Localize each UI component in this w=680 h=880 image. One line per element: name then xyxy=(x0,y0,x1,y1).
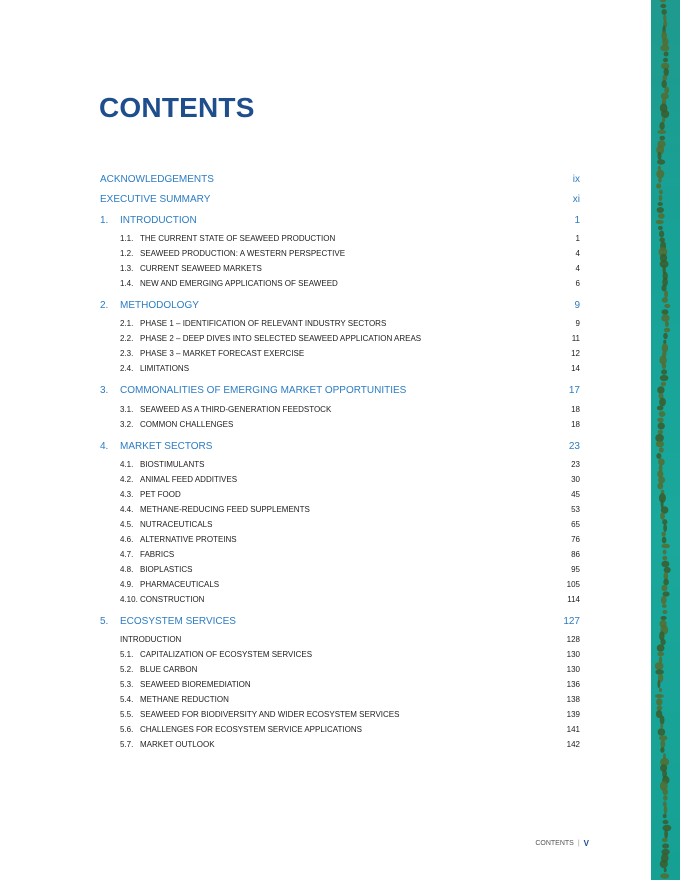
toc-entry-number: 5.5. xyxy=(120,710,134,719)
toc-entry-page: 141 xyxy=(566,725,580,734)
toc-entry-main[interactable] xyxy=(100,616,580,627)
toc-entry-page: 142 xyxy=(566,740,580,749)
toc-entry-number: 1.2. xyxy=(120,249,134,258)
toc-entry-main[interactable] xyxy=(100,300,580,311)
toc-entry-page: 130 xyxy=(566,665,580,674)
toc-entry-number: 4.4. xyxy=(120,505,134,514)
toc-entry-number: 5. xyxy=(100,616,109,627)
toc-entry-sub[interactable] xyxy=(100,249,580,258)
toc-entry-sub[interactable] xyxy=(100,405,580,414)
toc-entry-page: 9 xyxy=(575,319,580,328)
toc-entry-number: 1.1. xyxy=(120,234,134,243)
toc-entry-page: 139 xyxy=(566,710,580,719)
footer-section-label: CONTENTS xyxy=(535,840,574,847)
toc-entry-label: MARKET OUTLOOK xyxy=(140,740,215,749)
toc-entry-sub[interactable] xyxy=(100,475,580,484)
toc-entry-label: COMMON CHALLENGES xyxy=(140,420,234,429)
toc-entry-label: PHARMACEUTICALS xyxy=(140,580,220,589)
toc-entry-number: 4.9. xyxy=(120,580,134,589)
toc-entry-sub[interactable] xyxy=(100,695,580,704)
toc-entry-label: COMMONALITIES OF EMERGING MARKET OPPORTUNITIES xyxy=(120,385,407,396)
toc-entry-sub[interactable] xyxy=(100,319,580,328)
toc-entry-label: PHASE 2 – DEEP DIVES INTO SELECTED SEAWEED APPLICATION AREAS xyxy=(140,334,422,343)
toc-entry-label: SEAWEED AS A THIRD-GENERATION FEEDSTOCK xyxy=(140,405,332,414)
toc-entry-sub[interactable] xyxy=(100,565,580,574)
toc-entry-sub[interactable] xyxy=(100,234,580,243)
toc-entry-page: 1 xyxy=(574,215,580,226)
toc-entry-main[interactable] xyxy=(100,441,580,452)
toc-entry-page: 128 xyxy=(566,635,580,644)
page-footer xyxy=(535,839,589,848)
toc-entry-label: CAPITALIZATION OF ECOSYSTEM SERVICES xyxy=(140,650,313,659)
toc-entry-number: 5.6. xyxy=(120,725,134,734)
toc-entry-label: ALTERNATIVE PROTEINS xyxy=(140,535,237,544)
toc-entry-label: THE CURRENT STATE OF SEAWEED PRODUCTION xyxy=(140,234,336,243)
toc-entry-top[interactable] xyxy=(100,174,580,185)
toc-entry-number: 1.4. xyxy=(120,279,134,288)
toc-entry-page: 23 xyxy=(571,460,580,469)
toc-entry-main[interactable] xyxy=(100,385,580,396)
toc-entry-page: 1 xyxy=(575,234,580,243)
toc-entry-number: 3.2. xyxy=(120,420,134,429)
toc-entry-page: 95 xyxy=(571,565,580,574)
toc-entry-label: BLUE CARBON xyxy=(140,665,198,674)
toc-entry-number: 1.3. xyxy=(120,264,134,273)
toc-entry-page: 105 xyxy=(566,580,580,589)
toc-entry-number: 5.4. xyxy=(120,695,134,704)
toc-entry-label: NEW AND EMERGING APPLICATIONS OF SEAWEED xyxy=(140,279,338,288)
toc-entry-sub[interactable] xyxy=(100,710,580,719)
toc-entry-page: 9 xyxy=(574,300,580,311)
toc-entry-number: 1. xyxy=(100,215,109,226)
toc-entry-label: METHANE REDUCTION xyxy=(140,695,229,704)
toc-entry-number: 4.8. xyxy=(120,565,134,574)
toc-entry-page: 76 xyxy=(571,535,580,544)
toc-entry-page: xi xyxy=(572,194,580,205)
toc-entry-number: 4.7. xyxy=(120,550,134,559)
toc-entry-sub[interactable] xyxy=(100,520,580,529)
toc-entry-label: BIOPLASTICS xyxy=(140,565,193,574)
toc-entry-page: 65 xyxy=(571,520,580,529)
toc-entry-label: PET FOOD xyxy=(140,490,181,499)
toc-entry-sub[interactable] xyxy=(100,460,580,469)
toc-entry-sub[interactable] xyxy=(100,535,580,544)
footer-separator: | xyxy=(577,840,580,847)
page-title: CONTENTS xyxy=(99,92,255,123)
decorative-seaweed-strip xyxy=(651,0,680,880)
toc-entry-page: 6 xyxy=(575,279,580,288)
toc-entry-page: ix xyxy=(572,174,580,185)
toc-entry-page: 14 xyxy=(571,364,580,373)
toc-entry-label: NUTRACEUTICALS xyxy=(140,520,213,529)
toc-entry-sub[interactable] xyxy=(100,264,580,273)
toc-entry-page: 127 xyxy=(563,616,580,627)
toc-entry-label: SEAWEED BIOREMEDIATION xyxy=(140,680,251,689)
toc-entry-label: INTRODUCTION xyxy=(120,635,182,644)
toc-entry-sub[interactable] xyxy=(100,505,580,514)
toc-entry-page: 114 xyxy=(567,595,580,604)
toc-entry-label: BIOSTIMULANTS xyxy=(140,460,205,469)
toc-entry-label: SEAWEED FOR BIODIVERSITY AND WIDER ECOSYSTEM SERVICES xyxy=(140,710,400,719)
toc-entry-label: SEAWEED PRODUCTION: A WESTERN PERSPECTIVE xyxy=(140,249,346,258)
toc-entry-page: 4 xyxy=(575,249,580,258)
toc-entry-page: 138 xyxy=(566,695,580,704)
toc-entry-number: 5.2. xyxy=(120,665,134,674)
toc-entry-label: CONSTRUCTION xyxy=(140,595,205,604)
toc-entry-sub[interactable] xyxy=(100,580,580,589)
toc-entry-top[interactable] xyxy=(100,194,580,205)
toc-entry-page: 130 xyxy=(566,650,580,659)
toc-entry-label: ANIMAL FEED ADDITIVES xyxy=(140,475,238,484)
toc-entry-label: PHASE 1 – IDENTIFICATION OF RELEVANT INDUSTRY SECTORS xyxy=(140,319,387,328)
toc-entry-number: 2.4. xyxy=(120,364,134,373)
toc-entry-sub[interactable] xyxy=(100,680,580,689)
toc-entry-label: PHASE 3 – MARKET FORECAST EXERCISE xyxy=(140,349,305,358)
toc-entry-label: MARKET SECTORS xyxy=(120,441,213,452)
toc-entry-intro[interactable] xyxy=(100,635,580,644)
toc-entry-number: 4.6. xyxy=(120,535,134,544)
toc-entry-page: 4 xyxy=(575,264,580,273)
toc-entry-sub[interactable] xyxy=(100,364,580,373)
toc-entry-number: 2.3. xyxy=(120,349,134,358)
toc-entry-sub[interactable] xyxy=(100,665,580,674)
toc-entry-number: 4.5. xyxy=(120,520,134,529)
toc-entry-number: 5.1. xyxy=(120,650,134,659)
toc-entry-label: ECOSYSTEM SERVICES xyxy=(120,616,236,627)
toc-entry-number: 3. xyxy=(100,385,109,396)
toc-entry-number: 4.2. xyxy=(120,475,134,484)
toc-entry-number: 2.1. xyxy=(120,319,134,328)
toc-entry-number: 5.3. xyxy=(120,680,134,689)
toc-entry-page: 136 xyxy=(566,680,580,689)
toc-entry-sub[interactable] xyxy=(100,740,580,749)
toc-entry-sub[interactable] xyxy=(100,650,580,659)
toc-entry-label: EXECUTIVE SUMMARY xyxy=(100,194,211,205)
toc-entry-sub[interactable] xyxy=(100,550,580,559)
toc-entry-page: 18 xyxy=(571,405,580,414)
toc-entry-label: INTRODUCTION xyxy=(120,215,197,226)
toc-entry-number: 4. xyxy=(100,441,109,452)
toc-entry-sub[interactable] xyxy=(100,279,580,288)
toc-entry-page: 11 xyxy=(571,334,580,343)
toc-entry-label: ACKNOWLEDGEMENTS xyxy=(100,174,214,185)
toc-entry-number: 4.10. xyxy=(120,595,138,604)
toc-entry-sub[interactable] xyxy=(100,349,580,358)
toc-entry-page: 12 xyxy=(571,349,580,358)
toc-entry-number: 2. xyxy=(100,300,109,311)
toc-entry-label: LIMITATIONS xyxy=(140,364,190,373)
toc-entry-number: 3.1. xyxy=(120,405,134,414)
toc-entry-label: CHALLENGES FOR ECOSYSTEM SERVICE APPLICATIONS xyxy=(140,725,362,734)
seaweed-rope-image xyxy=(651,0,680,880)
toc-entry-page: 23 xyxy=(568,441,580,452)
toc-entry-sub[interactable] xyxy=(100,725,580,734)
footer-page-number: V xyxy=(583,839,589,848)
toc-entry-page: 86 xyxy=(571,550,580,559)
toc-entry-sub[interactable] xyxy=(100,595,580,604)
toc-entry-main[interactable] xyxy=(100,215,580,226)
toc-entry-sub[interactable] xyxy=(100,490,580,499)
toc-entry-number: 2.2. xyxy=(120,334,134,343)
toc-entry-label: FABRICS xyxy=(140,550,175,559)
toc-entry-number: 4.3. xyxy=(120,490,134,499)
toc-entry-page: 53 xyxy=(571,505,580,514)
toc-entry-sub[interactable] xyxy=(100,334,580,343)
toc-entry-page: 18 xyxy=(571,420,580,429)
toc-entry-page: 30 xyxy=(571,475,580,484)
toc-entry-page: 45 xyxy=(571,490,580,499)
toc-entry-label: METHANE-REDUCING FEED SUPPLEMENTS xyxy=(140,505,310,514)
toc-entry-sub[interactable] xyxy=(100,420,580,429)
toc-entry-number: 4.1. xyxy=(120,460,134,469)
toc-entry-label: CURRENT SEAWEED MARKETS xyxy=(140,264,262,273)
toc-entry-page: 17 xyxy=(568,385,580,396)
toc-entry-number: 5.7. xyxy=(120,740,134,749)
toc-entry-label: METHODOLOGY xyxy=(120,300,199,311)
